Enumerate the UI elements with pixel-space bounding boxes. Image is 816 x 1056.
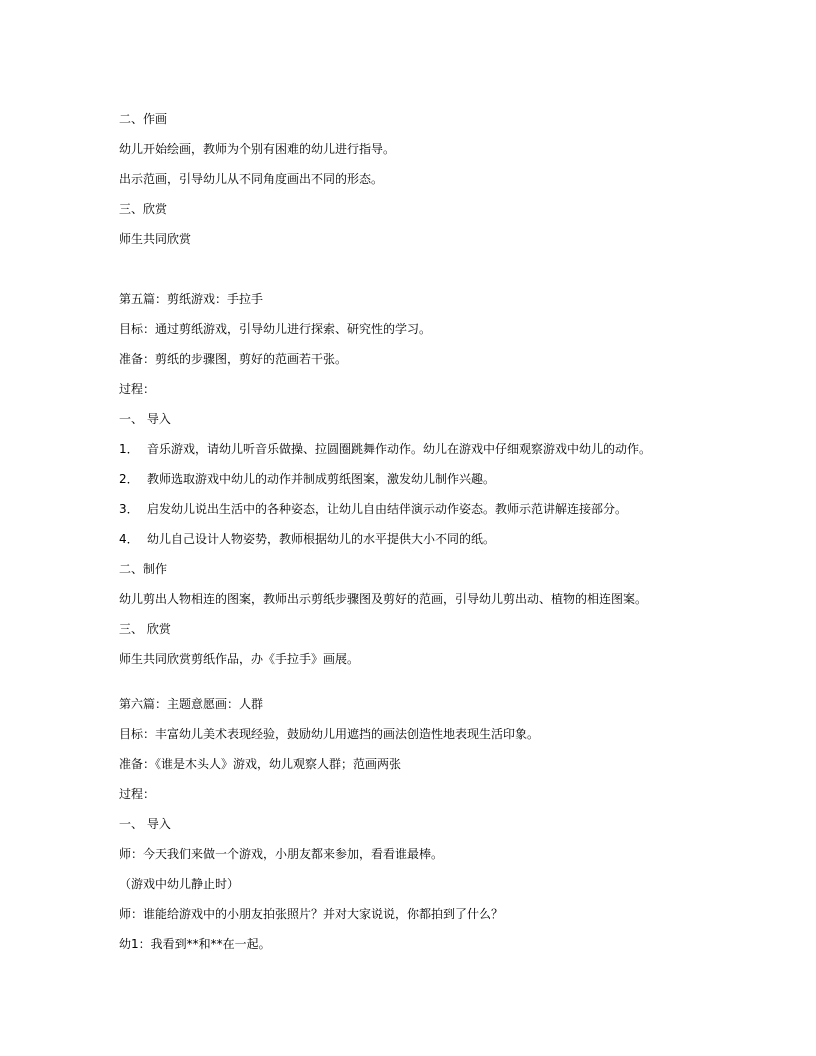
step-number: 2． — [119, 472, 139, 486]
paragraph: 幼儿开始绘画，教师为个别有困难的幼儿进行指导。 — [119, 142, 396, 156]
lesson5-step — [119, 501, 627, 517]
paragraph: 师生共同欣赏剪纸作品，办《手拉手》画展。 — [119, 652, 360, 666]
lesson5-title: 第五篇：剪纸游戏：手拉手 — [119, 292, 264, 306]
lesson5-make-heading: 二、制作 — [119, 562, 168, 576]
dialogue-line: （游戏中幼儿静止时） — [119, 877, 240, 891]
step-text: 启发幼儿说出生活中的各种姿态，让幼儿自由结伴演示动作姿态。教师示范讲解连接部分。 — [147, 502, 628, 516]
step-number: 3． — [119, 502, 139, 516]
lesson5-process-label: 过程： — [119, 382, 156, 396]
step-text: 音乐游戏，请幼儿听音乐做操、拉圆圈跳舞作动作。幼儿在游戏中仔细观察游戏中幼儿的动作。 — [147, 442, 652, 456]
lesson5-prep: 准备：剪纸的步骤图，剪好的范画若干张。 — [119, 352, 348, 366]
paragraph: 幼儿剪出人物相连的图案，教师出示剪纸步骤图及剪好的范画，引导幼儿剪出动、植物的相连图案。 — [119, 592, 648, 606]
step-number: 1． — [119, 442, 139, 456]
lesson5-step — [119, 441, 651, 457]
dialogue-line: 师：今天我们来做一个游戏，小朋友都来参加，看看谁最棒。 — [119, 847, 444, 861]
lesson6-goal: 目标：丰富幼儿美术表现经验，鼓励幼儿用遮挡的画法创造性地表现生活印象。 — [119, 727, 540, 741]
step-text: 教师选取游戏中幼儿的动作并制成剪纸图案，激发幼儿制作兴趣。 — [147, 472, 496, 486]
lesson6-title: 第六篇：主题意愿画：人群 — [119, 697, 264, 711]
lesson6-process-label: 过程： — [119, 787, 156, 801]
paragraph: 师生共同欣赏 — [119, 232, 192, 246]
lesson5-step — [119, 471, 495, 487]
lesson5-intro-heading: 一、 导入 — [119, 412, 171, 426]
paragraph: 出示范画，引导幼儿从不同角度画出不同的形态。 — [119, 172, 384, 186]
lesson5-goal: 目标：通过剪纸游戏，引导幼儿进行探索、研究性的学习。 — [119, 322, 432, 336]
lesson6-prep: 准备：《谁是木头人》游戏，幼儿观察人群；范画两张 — [119, 757, 402, 771]
lesson5-appreciate-heading: 三、 欣赏 — [119, 622, 171, 636]
lesson6-intro-heading: 一、 导入 — [119, 817, 171, 831]
section-heading-appreciate: 三、欣赏 — [119, 202, 168, 216]
lesson5-step — [119, 531, 495, 547]
section-heading-draw: 二、作画 — [119, 112, 168, 126]
dialogue-line: 师：谁能给游戏中的小朋友拍张照片？并对大家说说，你都拍到了什么？ — [119, 907, 504, 921]
dialogue-line: 幼1：我看到**和**在一起。 — [119, 937, 271, 951]
step-number: 4． — [119, 532, 139, 546]
step-text: 幼儿自己设计人物姿势，教师根据幼儿的水平提供大小不同的纸。 — [147, 532, 496, 546]
